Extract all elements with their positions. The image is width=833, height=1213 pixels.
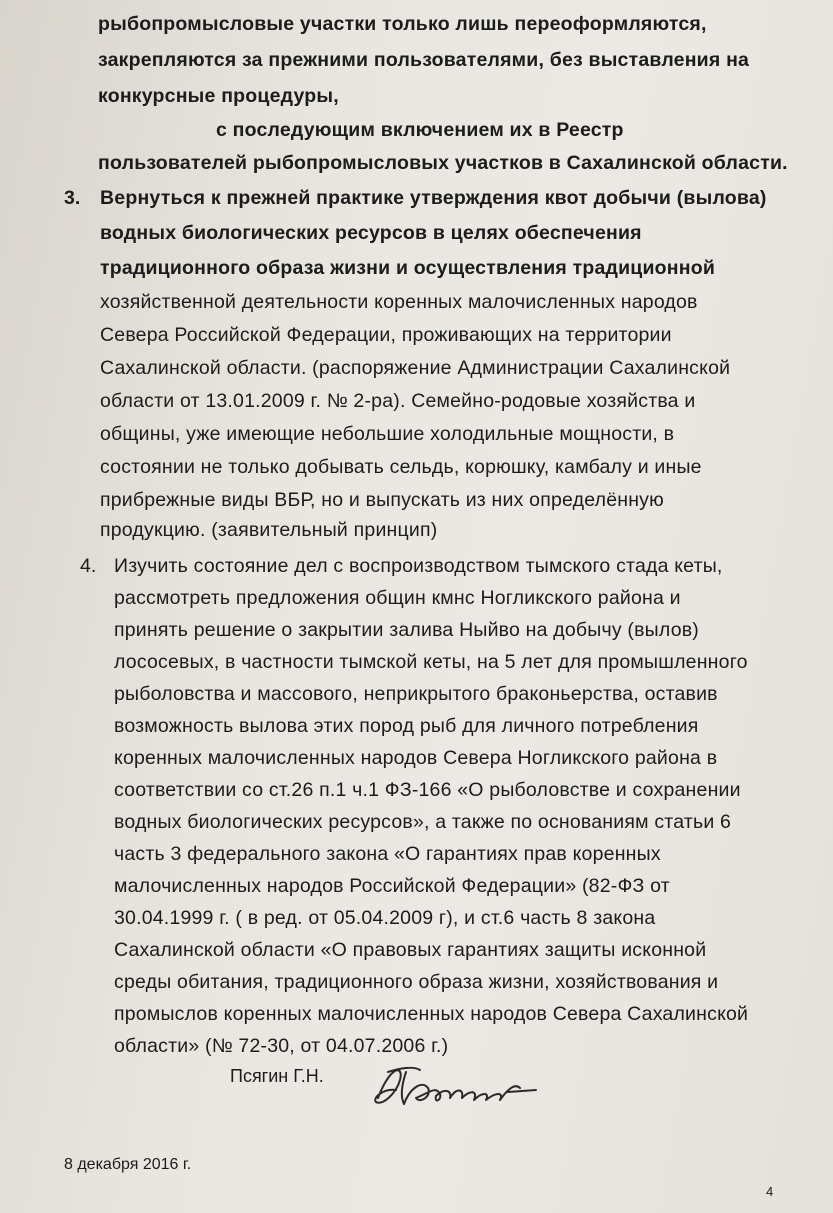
text-line: пользователей рыбопромысловых участков в Сахалинской области.	[98, 152, 788, 174]
text-line: хозяйственной деятельности коренных малочисленных народов	[100, 291, 698, 313]
text-line: среды обитания, традиционного образа жизни, хозяйствования и	[114, 971, 719, 993]
text-line: прибрежные виды ВБР, но и выпускать из них определённую	[100, 489, 664, 511]
text-line: области от 13.01.2009 г. № 2-ра). Семейно-родовые хозяйства и	[100, 390, 696, 412]
text-line: рассмотреть предложения общин кмнс Ногликского района и	[114, 587, 681, 609]
text-line: соответствии со ст.26 п.1 ч.1 ФЗ-166 «О рыболовстве и сохранении	[114, 779, 741, 801]
text-line: возможность вылова этих пород рыб для личного потребления	[114, 715, 699, 737]
text-line: Сахалинской области. (распоряжение Администрации Сахалинской	[100, 357, 731, 379]
text-line: часть 3 федерального закона «О гарантиях прав коренных	[114, 843, 661, 865]
text-line: с последующим включением их в Реестр	[216, 119, 624, 141]
text-line: лососевых, в частности тымской кеты, на 5 лет для промышленного	[114, 651, 748, 673]
document-date: 8 декабря 2016 г.	[64, 1156, 192, 1173]
handwritten-signature	[370, 1058, 550, 1121]
text-line: принять решение о закрытии залива Ныйво на добычу (вылов)	[114, 619, 699, 641]
page-number: 4	[766, 1184, 774, 1199]
text-line: конкурсные процедуры,	[98, 85, 339, 107]
text-line: Сахалинской области «О правовых гарантиях защиты исконной	[114, 939, 707, 961]
text-line: традиционного образа жизни и осуществления традиционной	[100, 257, 716, 279]
signature-icon	[370, 1058, 550, 1116]
text-line: рыбопромысловые участки только лишь переоформляются,	[98, 13, 707, 35]
list-number: 3.	[64, 187, 81, 209]
text-line: рыболовства и массового, неприкрытого браконьерства, оставив	[114, 683, 718, 705]
text-line: продукцию. (заявительный принцип)	[100, 519, 438, 541]
text-line: малочисленных народов Российской Федерации» (82-ФЗ от	[114, 875, 670, 897]
text-line: водных биологических ресурсов в целях обеспечения	[100, 222, 642, 244]
text-line: области» (№ 72-30, от 04.07.2006 г.)	[114, 1035, 449, 1057]
text-line: Изучить состояние дел с воспроизводством тымского стада кеты,	[114, 555, 723, 577]
text-line: Севера Российской Федерации, проживающих на территории	[100, 324, 672, 346]
text-line: коренных малочисленных народов Севера Ногликского района в	[114, 747, 718, 769]
text-line: закрепляются за прежними пользователями, без выставления на	[98, 49, 750, 71]
text-line: общины, уже имеющие небольшие холодильные мощности, в	[100, 423, 675, 445]
text-line: Вернуться к прежней практике утверждения квот добычи (вылова)	[100, 187, 767, 209]
signatory-name: Псягин Г.Н.	[230, 1066, 324, 1086]
text-line: промыслов коренных малочисленных народов Севера Сахалинской	[114, 1003, 749, 1025]
text-line: 30.04.1999 г. ( в ред. от 05.04.2009 г), и ст.6 часть 8 закона	[114, 907, 656, 929]
text-line: состоянии не только добывать сельдь, корюшку, камбалу и иные	[100, 456, 702, 478]
text-line: водных биологических ресурсов», а также по основаниям статьи 6	[114, 811, 732, 833]
list-number: 4.	[80, 555, 97, 577]
